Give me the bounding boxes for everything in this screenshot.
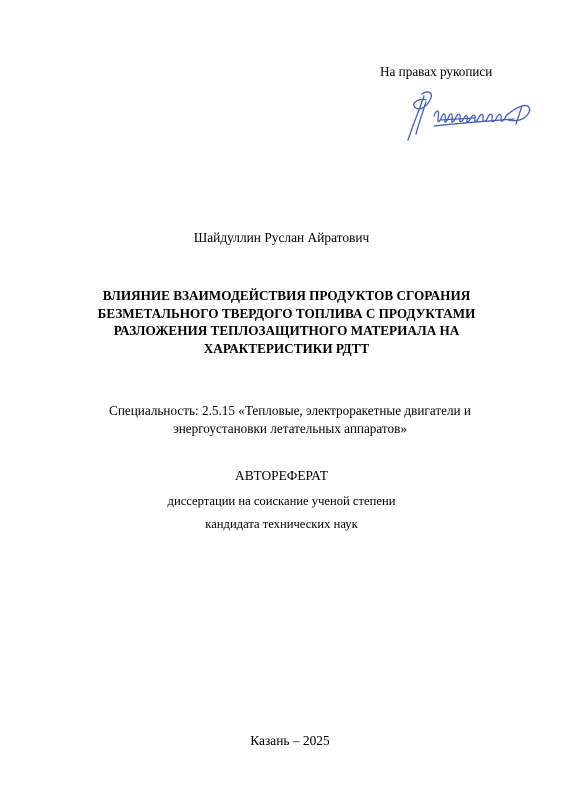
city-year: Казань – 2025	[250, 733, 330, 748]
title-line: БЕЗМЕТАЛЬНОГО ТВЕРДОГО ТОПЛИВА С ПРОДУКТАМИ	[97, 305, 476, 321]
academic-degree: кандидата технических наук	[205, 517, 358, 531]
rights-note: На правах рукописи	[380, 64, 493, 79]
specialty-line: Специальность: 2.5.15 «Тепловые, электроракетные двигатели и	[109, 403, 471, 418]
title-line: ВЛИЯНИЕ ВЗАИМОДЕЙСТВИЯ ПРОДУКТОВ СГОРАНИЯ	[102, 288, 471, 303]
specialty	[60, 402, 520, 437]
author-name: Шайдуллин Руслан Айратович	[193, 230, 370, 245]
dissertation-title	[60, 287, 513, 357]
document-purpose: диссертации на соискание ученой степени	[167, 494, 396, 508]
title-line: РАЗЛОЖЕНИЯ ТЕПЛОЗАЩИТНОГО МАТЕРИАЛА НА	[113, 323, 460, 338]
specialty-line: энергоустановки летательных аппаратов»	[173, 420, 407, 436]
title-line: ХАРАКТЕРИСТИКИ РДТТ	[203, 340, 370, 356]
document-type-label: АВТОРЕФЕРАТ	[235, 468, 328, 483]
author-signature	[404, 86, 544, 146]
